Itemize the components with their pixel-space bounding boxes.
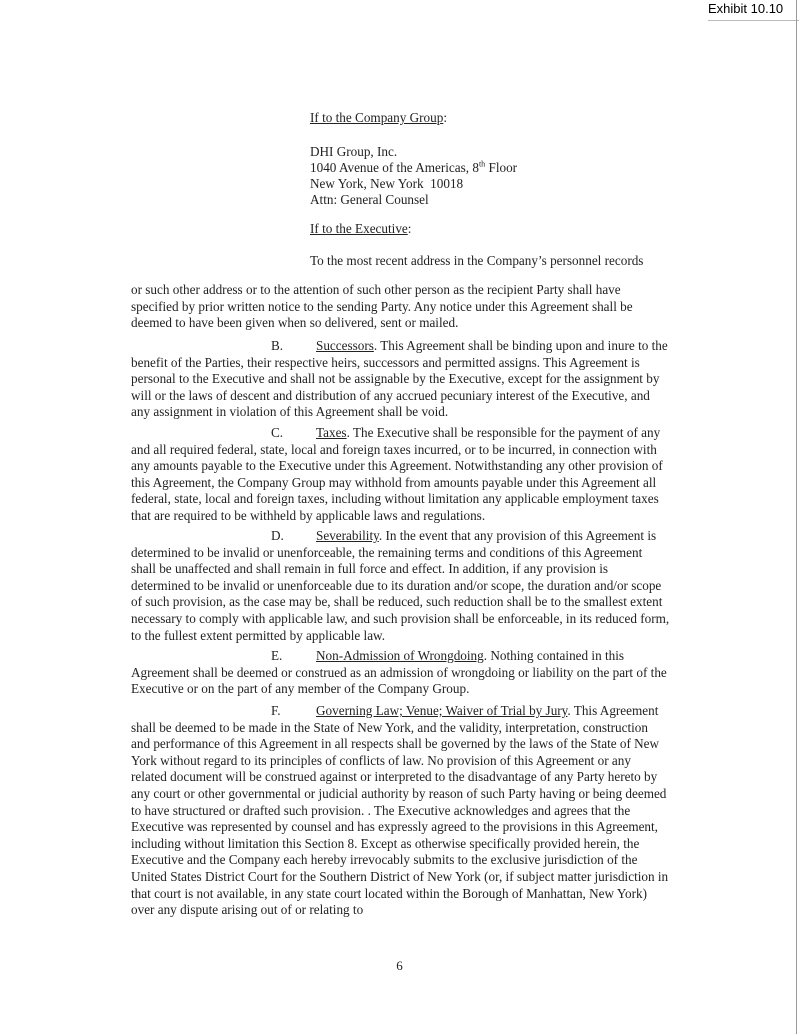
page-edge-divider: [796, 0, 797, 1034]
section-e-letter: E.: [271, 648, 283, 663]
executive-address: To the most recent address in the Company’s personnel records: [310, 253, 644, 268]
section-b: [131, 338, 670, 421]
section-b-body: . This Agreement shall be binding upon and inure to the benefit of the Parties, their respective heirs, successors and permitted assigns. This Agreement is personal to the Executive and shall not be assignable by the Executive, except for the assignment by will or the laws of descent and distribution of any accrued pecuniary interest of the Executive, and any assignment in violation of this Agreement shall be void.: [131, 338, 668, 420]
section-e-body: . Nothing contained in this Agreement shall be deemed or construed as an admission of wrongdoing or liability on the part of the Executive or on the part of any member of the Company Group.: [131, 648, 667, 697]
section-d-letter: D.: [271, 528, 284, 543]
exhibit-divider: [708, 20, 799, 21]
section-e: [131, 648, 670, 698]
section-f-title: Governing Law; Venue; Waiver of Trial by Jury: [316, 703, 568, 718]
company-address-sup: th: [478, 159, 486, 169]
section-b-letter: B.: [271, 338, 284, 353]
company-name: DHI Group, Inc.: [310, 144, 398, 159]
company-address-post: Floor: [485, 160, 518, 175]
company-attn: Attn: General Counsel: [310, 192, 429, 207]
company-city: New York, New York 10018: [310, 176, 464, 191]
executive-notice-heading-text: If to the Executive: [310, 221, 408, 236]
exhibit-label: Exhibit 10.10: [708, 0, 799, 20]
company-address-pre: 1040 Avenue of the Americas, 8: [310, 160, 479, 175]
section-d-body: . In the event that any provision of this Agreement is determined to be invalid or unenforceable, the remaining terms and conditions of this Agreement shall be unaffected and shall remain in full force and effect. In addition, if any provision is determined to be invalid or unenforceable due to its duration and/or scope, the duration and/or scope of such provision, as the case may be, shall be reduced, such reduction shall be to the smallest extent necessary to comply with applicable law, and such provision shall be enforceable, in its reduced form, to the fullest extent permitted by applicable law.: [131, 528, 670, 643]
company-notice-heading: If to the Company Group:: [310, 110, 447, 125]
page-number: 6: [396, 958, 403, 973]
section-b-title: Successors: [316, 338, 374, 353]
section-c-letter: C.: [271, 425, 284, 440]
section-f: [131, 703, 670, 919]
section-c-title: Taxes: [316, 425, 347, 440]
company-address-line: [310, 160, 750, 177]
section-c-body: . The Executive shall be responsible for the payment of any and all required federal, state, local and foreign taxes incurred, or to be incurred, in connection with any amounts payable to the Executive under this Agreement. Notwithstanding any other provision of this Agreement, the Company Group may withhold from amounts payable under this Agreement all federal, state, local and foreign taxes, including without limitation any applicable employment taxes that are required to be withheld by applicable laws and regulations.: [131, 425, 663, 523]
notice-continuation: or such other address or to the attention of such other person as the recipient Party shall have specified by prior written notice to the sending Party. Any notice under this Agreement shall be deemed to have been given when so delivered, sent or mailed.: [131, 282, 633, 331]
section-c: [131, 425, 670, 525]
executive-notice-heading: If to the Executive:: [310, 221, 412, 236]
section-e-title: Non-Admission of Wrongdoing: [316, 648, 484, 663]
section-d-title: Severability: [316, 528, 379, 543]
section-d: [131, 528, 670, 644]
company-notice-heading-text: If to the Company Group: [310, 110, 444, 125]
section-f-body: . This Agreement shall be deemed to be made in the State of New York, and the validity, interpretation, construction and performance of this Agreement in all respects shall be governed by the laws of the State of New York without regard to its principles of conflicts of law. No provision of this Agreement or any related document will be construed against or interpreted to the disadvantage of any Party hereto by any court or other governmental or judicial authority by reason of such Party having or being deemed to have structured or drafted such provision. . The Executive acknowledges and agrees that the Executive was represented by counsel and has expressly agreed to the provisions in this Agreement, including without limitation this Section 8. Except as otherwise specifically provided herein, the Executive and the Company each hereby irrevocably submits to the exclusive jurisdiction of the United States District Court for the Southern District of New York (or, if subject matter jurisdiction in that court is not available, in any state court located within the Borough of Manhattan, New York) over any dispute arising out of or relating to: [131, 703, 669, 918]
section-f-letter: F.: [271, 703, 281, 718]
